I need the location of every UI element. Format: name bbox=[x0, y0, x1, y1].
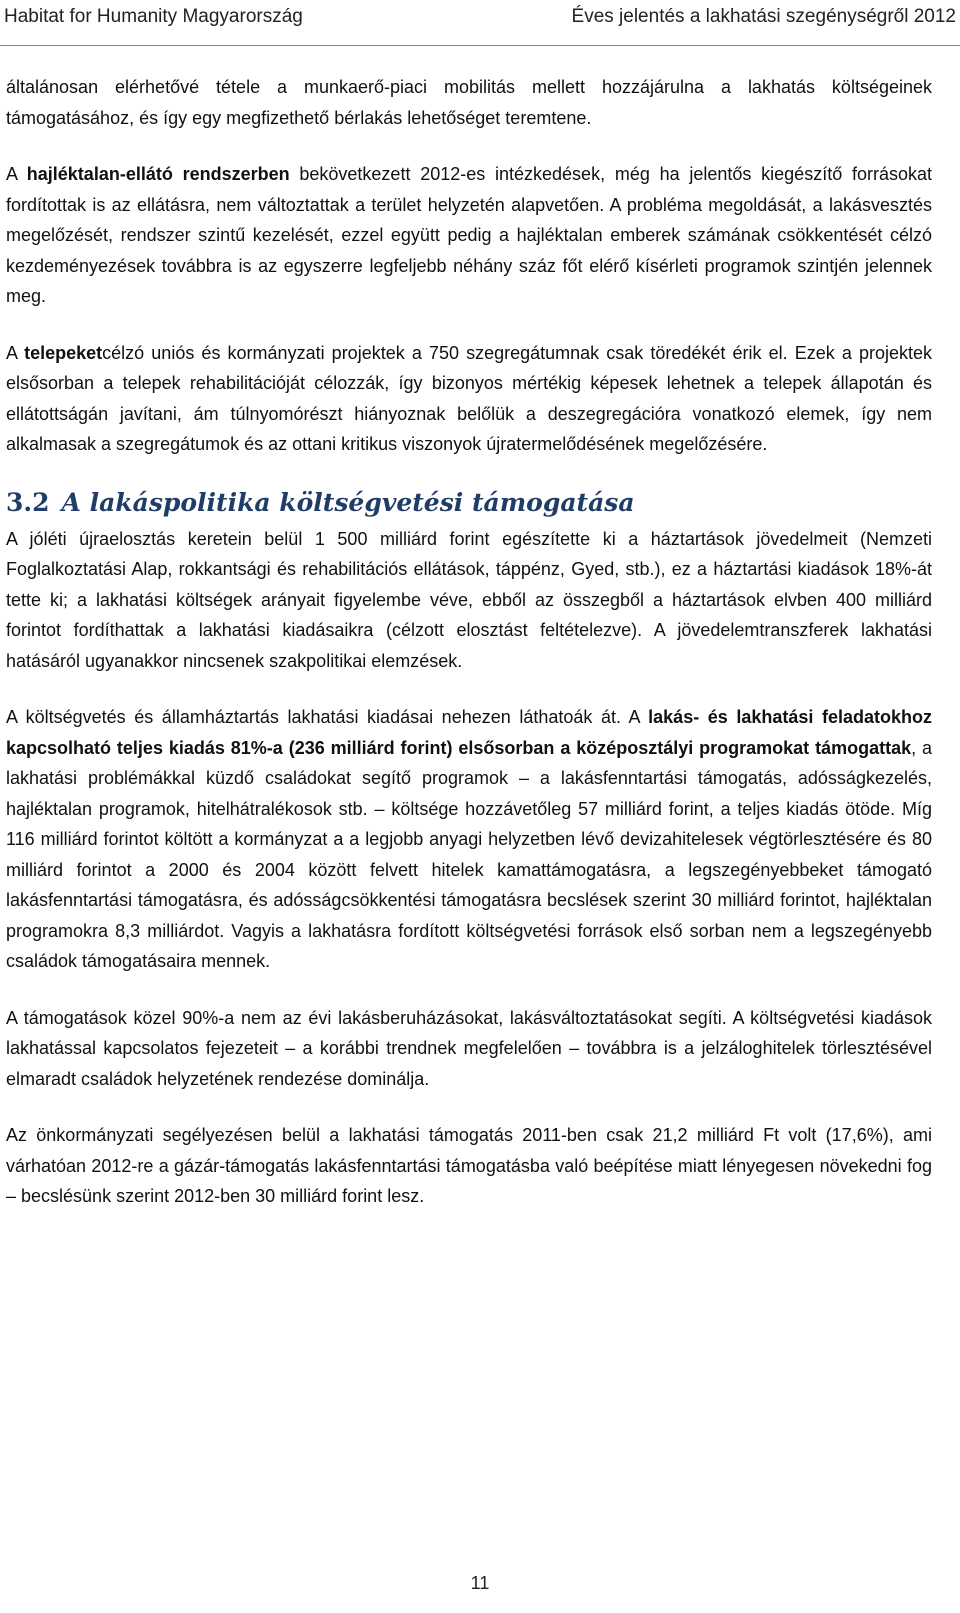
bold-phrase: lakás- és lakhatási feladatokhoz kapcsolható teljes kiadás 81%-a (236 milliárd forint) elsősorban a középosztályi programokat támogattak bbox=[6, 707, 933, 758]
section-heading bbox=[6, 486, 932, 520]
section-number: 3.2 bbox=[6, 487, 50, 517]
paragraph-text: bekövetkezett 2012-es intézkedések, még ha jelentős kiegészítő forrásokat fordítottak is az ellátásra, nem változtattak a terület helyzetén alapvetően. A probléma megoldását, a lakásvesztés megelőzését, rendszer szintű kezelését, ezzel együtt pedig a hajléktalan emberek számának csökkentését célzó kezdeményezések továbbra is az egyszerre legfeljebb néhány száz főt elérő kísérleti programok szintjén jelennek meg. bbox=[6, 164, 932, 306]
paragraph-text: célzó uniós és kormányzati projektek a 750 szegregátumnak csak töredékét érik el. Ezek a projektek elsősorban a telepek rehabilitációját célozzák, így bizonyos mértékig képesek lehetnek a telepek állapotán és ellátottságán javítani, ám túlnyomórészt hiányoznak belőlük a deszegregációra vonatkozó elemek, így nem alkalmasak a szegregátumok és az ottani kritikus viszonyok újratermelődésének megelőzésére. bbox=[6, 342, 933, 454]
paragraph-1: általánosan elérhetővé tétele a munkaerő-piaci mobilitás mellett hozzájárulna a lakhatás költségeinek támogatásához, és így egy megfizethető bérlakás lehetőséget teremtene. bbox=[6, 77, 932, 128]
page-content bbox=[6, 72, 932, 1238]
paragraph-settlements bbox=[6, 338, 932, 460]
paragraph-subsidies: A támogatások közel 90%-a nem az évi lakásberuházásokat, lakásváltoztatásokat segíti. A költségvetési kiadások lakhatással kapcsolatos fejezeteit – a korábbi trendnek megfelelően – továbbra is a jelzáloghitelek törlesztésével elmaradt családok helyzetének rendezése dominálja. bbox=[6, 1007, 932, 1089]
paragraph-municipal-aid: Az önkormányzati segélyezésen belül a lakhatási támogatás 2011-ben csak 21,2 milliárd Ft volt (17,6%), ami várhatóan 2012-re a gázár-támogatás lakásfenntartási támogatásba való beépítése miatt lényegesen növekedni fog – becslésünk szerint 2012-ben 30 milliárd forint lesz. bbox=[6, 1125, 932, 1206]
paragraph-budget-expenditure bbox=[6, 702, 932, 977]
paragraph-text: , a lakhatási problémákkal küzdő családokat segítő programok – a lakásfenntartási támogatás, adósságkezelés, hajléktalan programok, hitelhátralékosok stb. – költsége hozzávetőleg 57 milliárd forint, a teljes kiadás ötöde. Míg 116 milliárd forintot költött a kormányzat a a legjobb anyagi helyzetben lévő devizahitelesek végtörlesztésére és 80 milliárd forintot a 2000 és 2004 között felvett hitelek kamattámogatásra, a legszegényebbeket támogató lakásfenntartási támogatásra, és adósságcsökkentési támogatásra becslések szerint 30 milliárd forintot, hajléktalan programokra 8,3 milliárdot. Vagyis a lakhatásra fordított költségvetési források első sorban nem a legszegényebb családok támogatásaira mennek. bbox=[6, 737, 932, 971]
paragraph-homeless-services bbox=[6, 159, 932, 312]
bold-phrase: hajléktalan-ellátó rendszerben bbox=[26, 164, 290, 184]
paragraph-text: A bbox=[6, 342, 25, 363]
page-header bbox=[0, 0, 960, 46]
section-title: A lakáspolitika költségvetési támogatása bbox=[61, 487, 635, 517]
bold-phrase: telepeket bbox=[24, 342, 103, 363]
header-organization: Habitat for Humanity Magyarország bbox=[4, 6, 303, 27]
header-report-title: Éves jelentés a lakhatási szegénységről 2012 bbox=[571, 6, 956, 27]
paragraph-welfare-redistribution: A jóléti újraelosztás keretein belül 1 500 milliárd forint egészítette ki a háztartások jövedelmeit (Nemzeti Foglalkoztatási Alap, rokkantsági és rehabilitációs ellátások, táppénz, Gyed, stb.), ez a háztartási kiadások 18%-át tette ki; a lakhatási költségek arányait figyelembe véve, ebből az összegből a háztartások elvben 400 milliárd forintot fordíthattak a lakhatási kiadásaikra (célzott elosztást feltételezve). A jövedelemtranszferek lakhatási hatásáról ugyanakkor nincsenek szakpolitikai elemzések. bbox=[6, 528, 932, 671]
paragraph-text: A bbox=[6, 164, 27, 184]
paragraph-text: A költségvetés és államháztartás lakhatási kiadásai nehezen láthatoák át. A bbox=[6, 707, 649, 727]
page-number: 11 bbox=[470, 1573, 490, 1593]
